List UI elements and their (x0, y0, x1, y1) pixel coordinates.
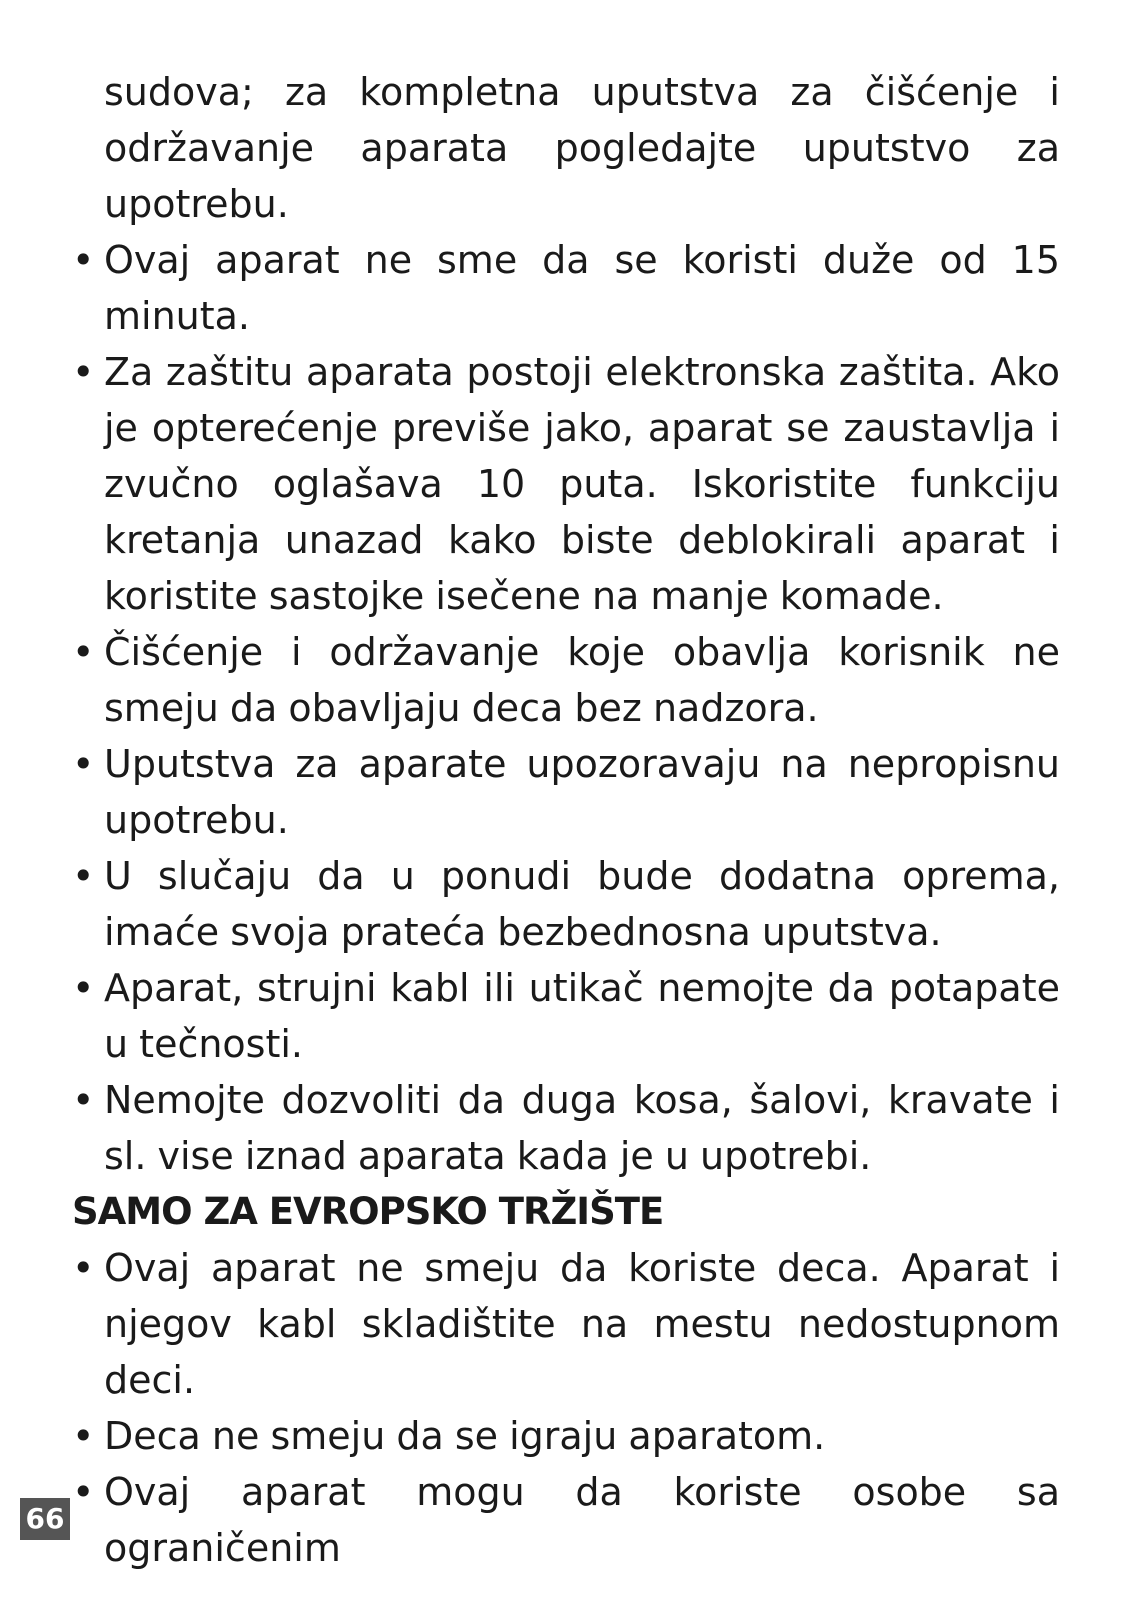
list-item (72, 232, 1060, 344)
list-item (72, 960, 1060, 1072)
list-item (72, 1408, 1060, 1464)
list-item (72, 624, 1060, 736)
continued-paragraph: sudova; za kompletna uputstva za čišćenje i održavanje aparata pogledajte uputstvo za upotrebu. (104, 70, 1060, 226)
list-item (72, 848, 1060, 960)
list-item-text: Deca ne smeju da se igraju aparatom. (104, 1414, 826, 1458)
list-item-text: U slučaju da u ponudi bude dodatna oprema, imaće svoja prateća bezbednosna uputstva. (104, 854, 1060, 954)
bullet-icon: • (72, 854, 95, 898)
bullet-icon: • (72, 1414, 95, 1458)
list-item-text: Čišćenje i održavanje koje obavlja korisnik ne smeju da obavljaju deca bez nadzora. (104, 630, 1060, 730)
bullet-icon: • (72, 238, 95, 282)
document-page (72, 64, 1060, 1576)
bullet-icon: • (72, 1470, 95, 1514)
list-item (72, 344, 1060, 624)
list-item (72, 1464, 1060, 1576)
list-item-text: Uputstva za aparate upozoravaju na nepropisnu upotrebu. (104, 742, 1060, 842)
list-item-text: Aparat, strujni kabl ili utikač nemojte da potapate u tečnosti. (104, 966, 1060, 1066)
bullet-icon: • (72, 1078, 95, 1122)
list-item-text: Ovaj aparat ne smeju da koriste deca. Aparat i njegov kabl skladištite na mestu nedostupnom deci. (104, 1246, 1060, 1402)
bullet-icon: • (72, 350, 95, 394)
page-number-badge: 66 (20, 1498, 70, 1540)
list-item-text: Ovaj aparat ne sme da se koristi duže od 15 minuta. (104, 238, 1060, 338)
bullet-icon: • (72, 742, 95, 786)
list-item (72, 1072, 1060, 1184)
safety-list-europe (72, 1240, 1060, 1576)
list-item (72, 1240, 1060, 1408)
bullet-icon: • (72, 1246, 95, 1290)
bullet-icon: • (72, 966, 95, 1010)
list-item-text: Nemojte dozvoliti da duga kosa, šalovi, kravate i sl. vise iznad aparata kada je u upotrebi. (104, 1078, 1060, 1178)
safety-list-general (72, 232, 1060, 1184)
list-item-text: Za zaštitu aparata postoji elektronska zaštita. Ako je opterećenje previše jako, aparat se zaustavlja i zvučno oglašava 10 puta. Iskoristite funkciju kretanja unazad kako biste deblokirali aparat i koristite sastojke isečene na manje komade. (104, 350, 1060, 618)
section-heading: SAMO ZA EVROPSKO TRŽIŠTE (72, 1190, 664, 1233)
bullet-icon: • (72, 630, 95, 674)
list-item (72, 736, 1060, 848)
list-item-text: Ovaj aparat mogu da koriste osobe sa ograničenim (104, 1470, 1060, 1570)
